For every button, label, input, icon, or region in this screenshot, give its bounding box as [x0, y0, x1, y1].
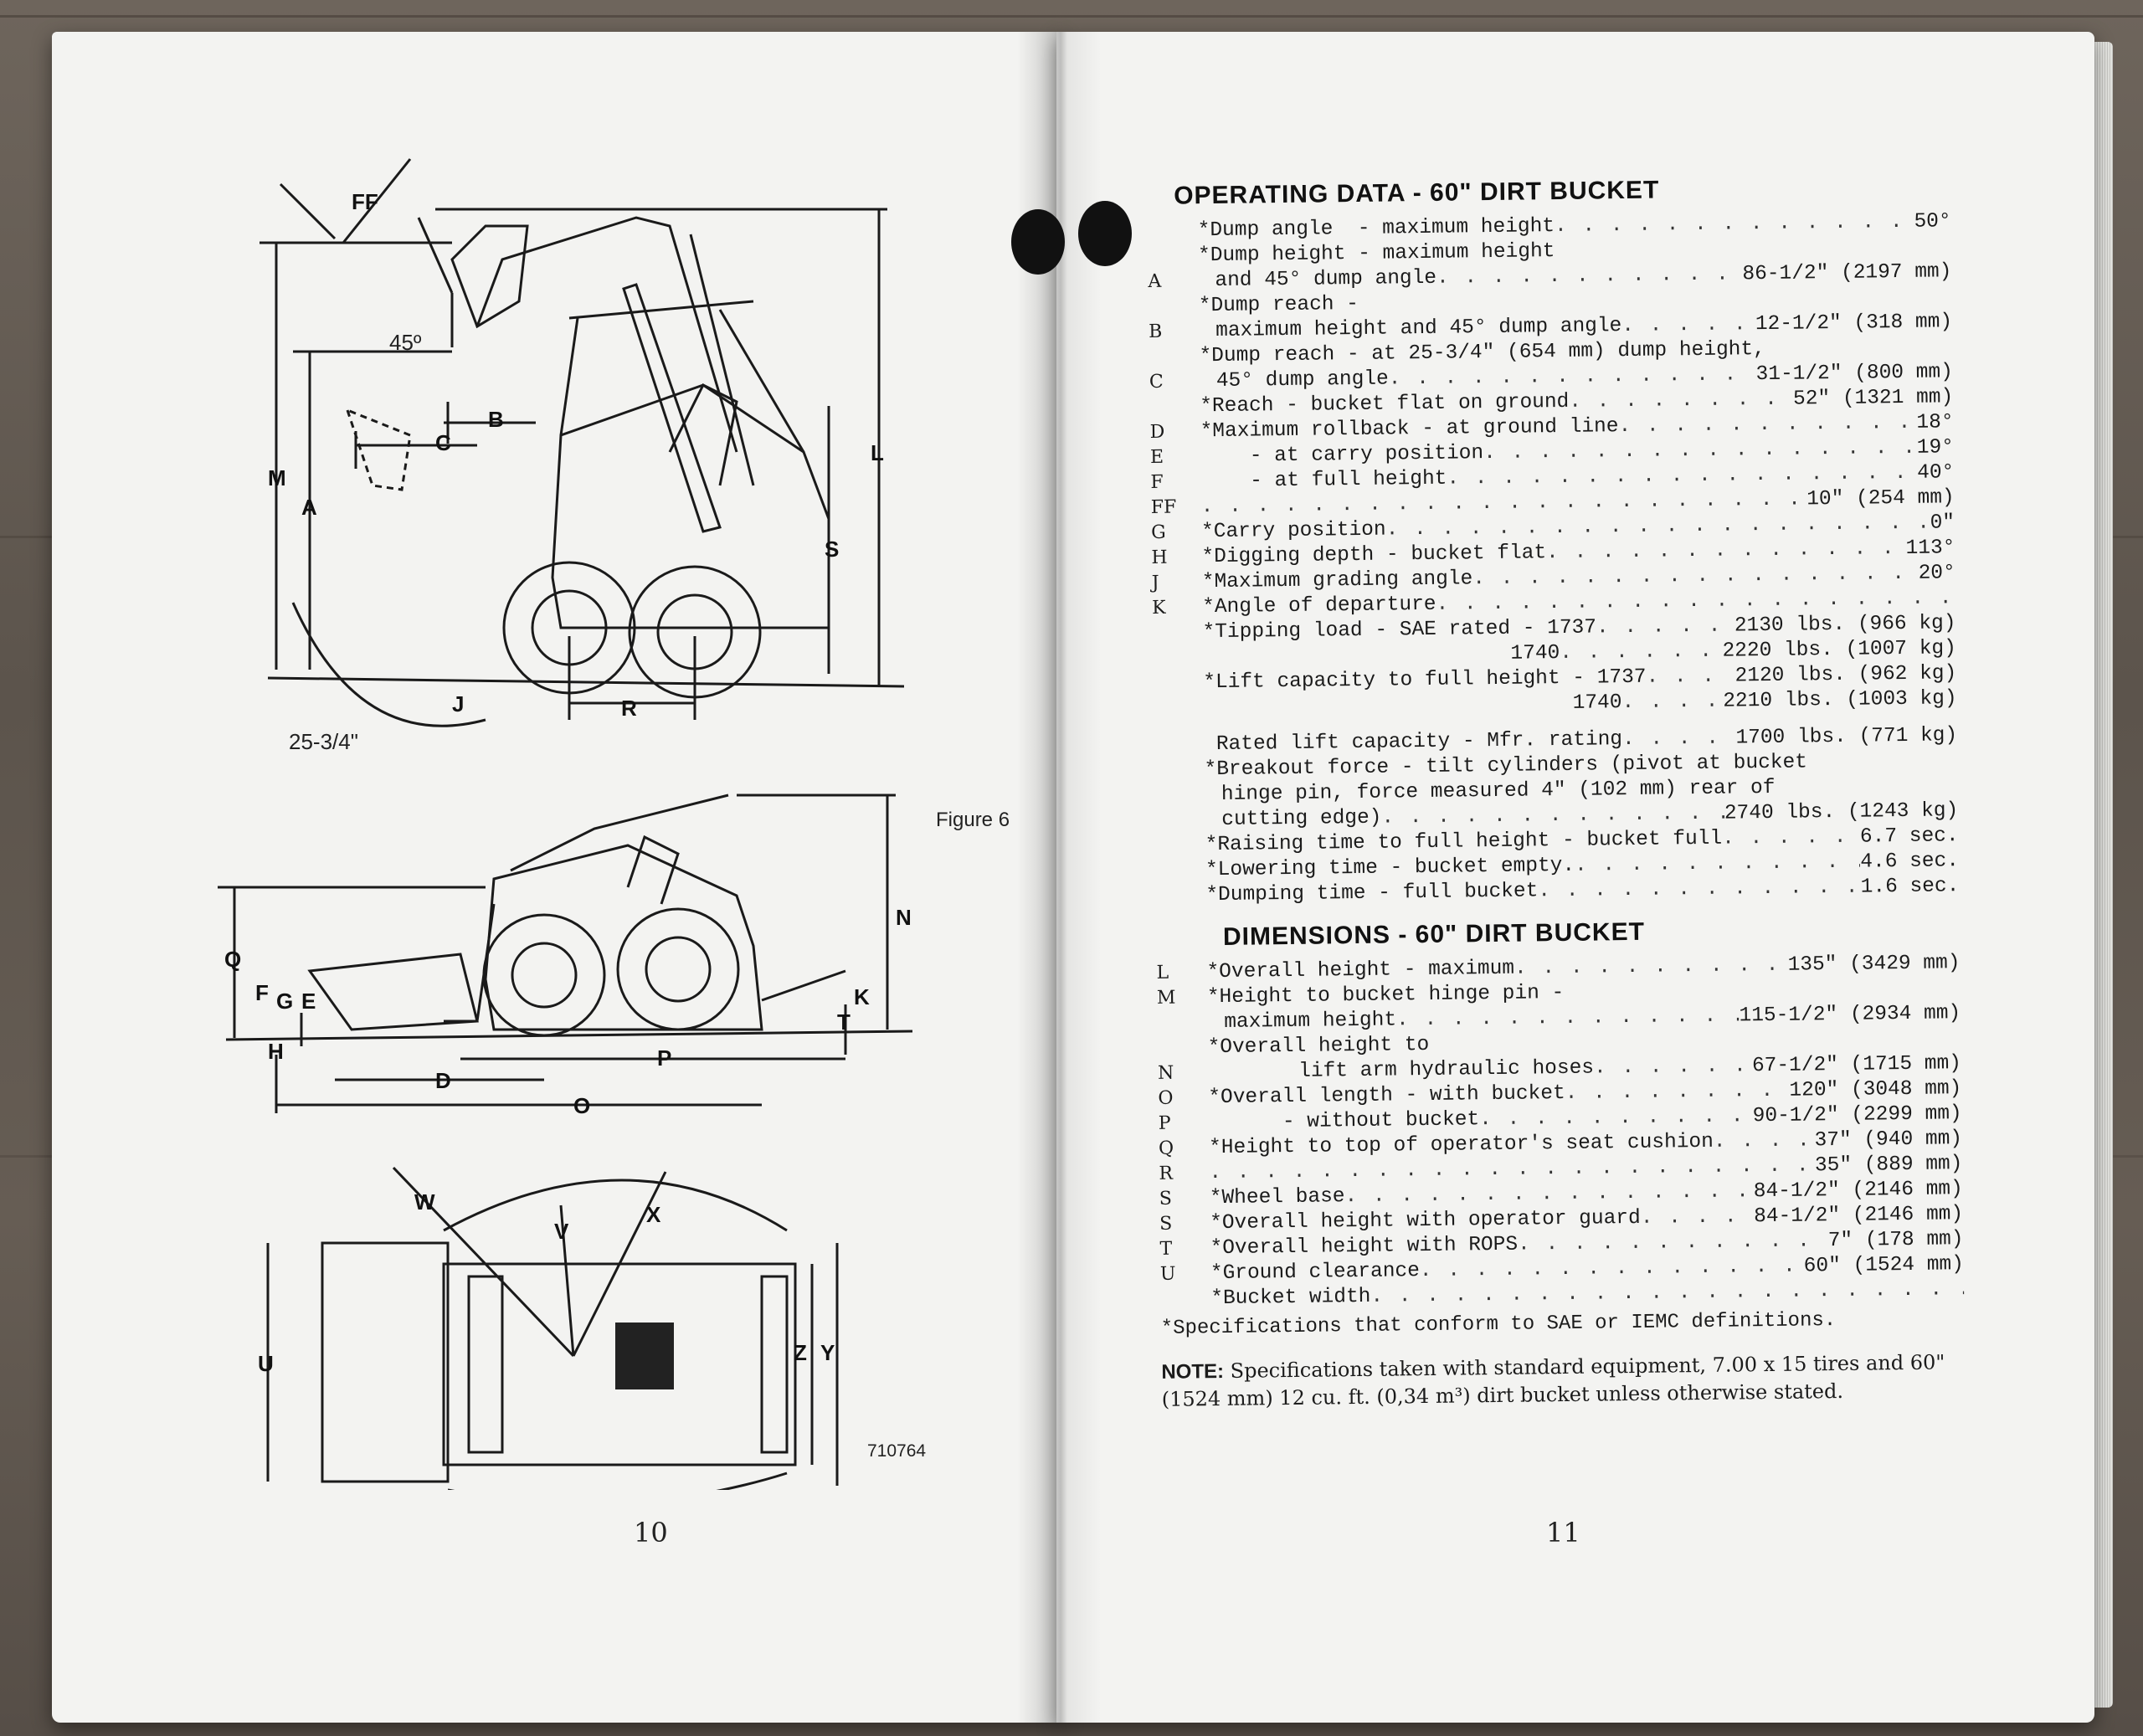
spec-value: 2210 lbs. (1003 kg): [1723, 687, 1957, 713]
dimension-code: S: [1159, 1213, 1173, 1235]
dimension-code: [1154, 808, 1205, 809]
spec-description: *Overall height to: [1207, 1033, 1430, 1060]
spec-description: and 45° dump angle: [1215, 266, 1437, 293]
label-f: F: [255, 980, 269, 1005]
label-z: Z: [794, 1340, 807, 1365]
spec-description: *Reach - bucket flat on ground: [1200, 390, 1570, 419]
spec-value: 12-1/2" (318 mm): [1755, 311, 1953, 336]
spec-description: *Dump angle - maximum height: [1197, 215, 1555, 243]
spec-value: 2220 lbs. (1007 kg): [1722, 637, 1957, 663]
spec-value: 31-1/2" (800 mm): [1755, 361, 1954, 387]
dimension-code: M: [1156, 987, 1176, 1009]
spec-value: 19°: [1916, 436, 1955, 460]
label-n: N: [896, 905, 912, 930]
spec-description: - without bucket: [1208, 1108, 1480, 1135]
leader-dots: [1538, 876, 1861, 905]
figure-label: Figure 6: [936, 809, 1010, 831]
spec-description: - at full height: [1200, 467, 1447, 494]
spec-description: *Angle of departure: [1202, 593, 1436, 619]
dimension-code: [1157, 1035, 1207, 1036]
spec-description: cutting edge): [1221, 806, 1382, 831]
spec-value: 40°: [1917, 461, 1955, 485]
binding-hole: [1011, 209, 1065, 275]
spec-description: 45° dump angle: [1215, 367, 1389, 393]
spec-description: *Dump reach - at 25-3/4" (654 mm) dump height,: [1199, 337, 1765, 368]
dimension-code: K: [1152, 597, 1166, 619]
dimension-code: [1155, 858, 1205, 859]
spec-description: *Overall height with ROPS: [1210, 1233, 1519, 1261]
binding-hole: [1078, 201, 1132, 266]
seat-block: [615, 1323, 674, 1389]
leader-dots: [1518, 1229, 1828, 1258]
dimension-code: U: [1159, 1263, 1176, 1285]
label-v: V: [554, 1219, 569, 1244]
spec-description: *Lowering time - bucket empty.: [1205, 854, 1575, 882]
dimension-code: C: [1149, 371, 1164, 393]
spec-value: 37" (940 mm): [1814, 1127, 1963, 1153]
top-view-diagram: [243, 1155, 896, 1490]
spec-value: 1.6 sec.: [1860, 875, 1960, 899]
leader-dots: [1621, 690, 1723, 716]
label-c: C: [435, 430, 451, 455]
spec-value: 84-1/2" (2146 mm): [1753, 1178, 1963, 1204]
spec-value: 120" (3048 mm): [1789, 1077, 1962, 1102]
spec-content: [1147, 172, 1966, 1413]
label-k: K: [854, 984, 870, 1009]
spec-description: lift arm hydraulic hoses: [1224, 1056, 1595, 1084]
spec-description: 1740: [1203, 691, 1622, 720]
spec-description: *Overall length - with bucket: [1208, 1081, 1565, 1110]
dimension-code: R: [1159, 1163, 1174, 1184]
dimension-code: J: [1151, 572, 1159, 593]
leader-dots: [1722, 825, 1860, 852]
dimension-code: D: [1149, 421, 1165, 443]
label-e: E: [301, 989, 316, 1014]
leader-dots: [1646, 664, 1734, 690]
leader-dots: [1565, 1079, 1790, 1107]
label-r: R: [621, 696, 637, 721]
spec-description: *Maximum rollback - at ground line: [1200, 415, 1619, 444]
leader-dots: [1575, 850, 1861, 879]
spec-value: 52" (1321 mm): [1792, 386, 1954, 411]
spec-description: *Height to top of operator's seat cushion: [1208, 1130, 1714, 1160]
note: [1161, 1348, 1966, 1413]
page-number-left: 10: [634, 1517, 668, 1549]
spec-value: 1700 lbs. (771 kg): [1735, 724, 1958, 750]
leader-dots: [1621, 312, 1755, 339]
leader-dots: [1618, 411, 1916, 439]
label-a: A: [301, 495, 317, 520]
footnote: *Specifications that conform to SAE or IEMC definitions.: [1160, 1309, 1837, 1340]
note-text: Specifications taken with standard equipment, 7.00 x 15 tires and 60" (1524 mm) 12 cu. ft. (0,34 m³) dirt bucket unless otherwise stated.: [1161, 1350, 1945, 1411]
spec-value: 50°: [1914, 210, 1951, 234]
spec-value: 60" (1524 mm): [1803, 1253, 1965, 1278]
label-m: M: [268, 465, 286, 490]
spec-value: 10" (254 mm): [1806, 486, 1955, 511]
part-number: 710764: [867, 1441, 927, 1461]
leader-dots: [1641, 1204, 1755, 1231]
dimension-code: A: [1148, 270, 1162, 292]
dimension-code: N: [1157, 1062, 1174, 1084]
label-w: W: [414, 1189, 435, 1215]
spec-value: 2130 lbs. (966 kg): [1734, 612, 1956, 638]
label-dump-angle: 45º: [389, 330, 422, 355]
spec-description: Rated lift capacity - Mfr. rating: [1204, 728, 1623, 757]
spec-description: *Raising time to full height - bucket full: [1205, 827, 1723, 857]
spec-description: - at carry position: [1200, 442, 1484, 469]
spec-description: *Overall height with operator guard: [1210, 1206, 1641, 1235]
page-number-right: 11: [1546, 1517, 1580, 1549]
operating-data-heading: OPERATING DATA - 60" DIRT BUCKET: [1173, 176, 1660, 210]
dimension-code: F: [1150, 471, 1164, 493]
spec-description: *Dumping time - full bucket: [1205, 880, 1539, 907]
leader-dots: [1436, 262, 1743, 290]
spec-description: *Bucket width: [1210, 1285, 1371, 1311]
dimension-code: [1155, 883, 1205, 884]
leader-dots: [1714, 1128, 1815, 1154]
label-ff: FF: [352, 189, 378, 214]
label-b: B: [488, 407, 504, 432]
spec-value: 4.6 sec.: [1860, 850, 1960, 874]
leader-dots: [1622, 726, 1736, 752]
spec-description: hinge pin, force measured 4" (102 mm) rear of: [1221, 776, 1776, 806]
spec-description: maximum height: [1224, 1009, 1397, 1034]
spec-description: *Dump height - maximum height: [1197, 240, 1555, 268]
spec-description: *Lift capacity to full height - 1737: [1203, 665, 1647, 695]
label-y: Y: [820, 1340, 835, 1365]
dimension-code: E: [1149, 446, 1164, 468]
wood-grain: [0, 15, 2143, 18]
spec-value: 35" (889 mm): [1814, 1153, 1963, 1178]
label-o: O: [573, 1093, 591, 1118]
label-t: T: [837, 1009, 851, 1035]
spec-value: 90-1/2" (2299 mm): [1752, 1102, 1962, 1128]
spec-value: 20°: [1918, 562, 1955, 585]
spec-description: *Overall height - maximum: [1206, 957, 1515, 984]
dimension-code: P: [1158, 1112, 1171, 1134]
spec-value: 0": [1930, 511, 1955, 535]
dimension-code: FF: [1150, 496, 1177, 518]
leader-dots: [1594, 1054, 1752, 1081]
spec-value: 18°: [1916, 411, 1954, 434]
spec-description: maximum height and 45° dump angle: [1215, 315, 1622, 343]
label-l: L: [871, 440, 884, 465]
spec-description: *Ground clearance: [1210, 1260, 1421, 1286]
spec-value: 2740 lbs. (1243 kg): [1724, 799, 1959, 825]
spec-description: *Digging depth - bucket flat: [1201, 542, 1547, 569]
spec-value: 6.7 sec.: [1859, 824, 1959, 849]
spec-description: *Dump reach -: [1198, 292, 1359, 318]
dimension-code: [1148, 218, 1198, 219]
spec-value: 115-1/2" (2934 mm): [1739, 1002, 1961, 1028]
book-spine: [1017, 32, 1101, 1723]
leader-dots: [1514, 953, 1788, 982]
note-label: NOTE:: [1161, 1359, 1225, 1384]
spec-description: *Breakout force - tilt cylinders (pivot at bucket: [1204, 751, 1808, 782]
dimension-code: [1153, 670, 1203, 671]
spec-description: *Carry position: [1200, 518, 1386, 544]
spec-description: *Tipping load - SAE rated - 1737: [1202, 616, 1597, 645]
leader-dots: [1560, 639, 1723, 666]
label-d: D: [435, 1068, 451, 1093]
spec-value: 7" (178 mm): [1827, 1228, 1964, 1253]
label-x: X: [646, 1202, 661, 1227]
spec-value: 67-1/2" (1715 mm): [1751, 1052, 1962, 1078]
spec-value: 2120 lbs. (962 kg): [1734, 662, 1957, 688]
dimension-code: T: [1159, 1238, 1173, 1260]
label-p: P: [657, 1045, 672, 1071]
spec-description: *Wheel base: [1209, 1185, 1345, 1210]
label-g: G: [276, 989, 294, 1014]
dimensions-table: [1156, 951, 1964, 1312]
dimension-code: [1154, 732, 1204, 733]
dimension-code: H: [1151, 547, 1168, 568]
dimension-code: [1155, 833, 1205, 834]
dimension-code: L: [1156, 962, 1169, 984]
dimension-code: B: [1149, 321, 1163, 342]
label-h: H: [268, 1039, 284, 1064]
spec-value: 135" (3429 mm): [1787, 952, 1961, 977]
spec-value: 86-1/2" (2197 mm): [1742, 260, 1952, 286]
spec-description: *Maximum grading angle: [1201, 568, 1473, 594]
leader-dots: [1596, 614, 1734, 640]
dimension-code: O: [1158, 1087, 1174, 1109]
label-q: Q: [224, 947, 242, 972]
side-view-ground-diagram: [209, 778, 929, 1130]
label-s: S: [825, 537, 840, 562]
spec-value: 113°: [1905, 537, 1955, 560]
operating-data-table: [1148, 209, 1960, 909]
page-edges: [2093, 42, 2113, 1708]
label-j-dim: 25-3/4": [289, 729, 358, 754]
label-j: J: [452, 691, 465, 716]
dimensions-heading: DIMENSIONS - 60" DIRT BUCKET: [1222, 917, 1646, 951]
dimension-code: G: [1150, 521, 1166, 543]
dimension-code: [1153, 645, 1203, 646]
side-view-diagram: [201, 134, 954, 770]
spec-value: 84-1/2" (2146 mm): [1754, 1203, 1964, 1229]
dimension-code: Q: [1158, 1138, 1174, 1159]
leader-dots: [1569, 388, 1793, 415]
label-u: U: [258, 1351, 274, 1376]
spec-description: *Height to bucket hinge pin -: [1206, 981, 1565, 1009]
dimension-code: S: [1159, 1188, 1173, 1210]
leader-dots: [1479, 1104, 1753, 1133]
spec-description: 1740: [1202, 642, 1560, 670]
